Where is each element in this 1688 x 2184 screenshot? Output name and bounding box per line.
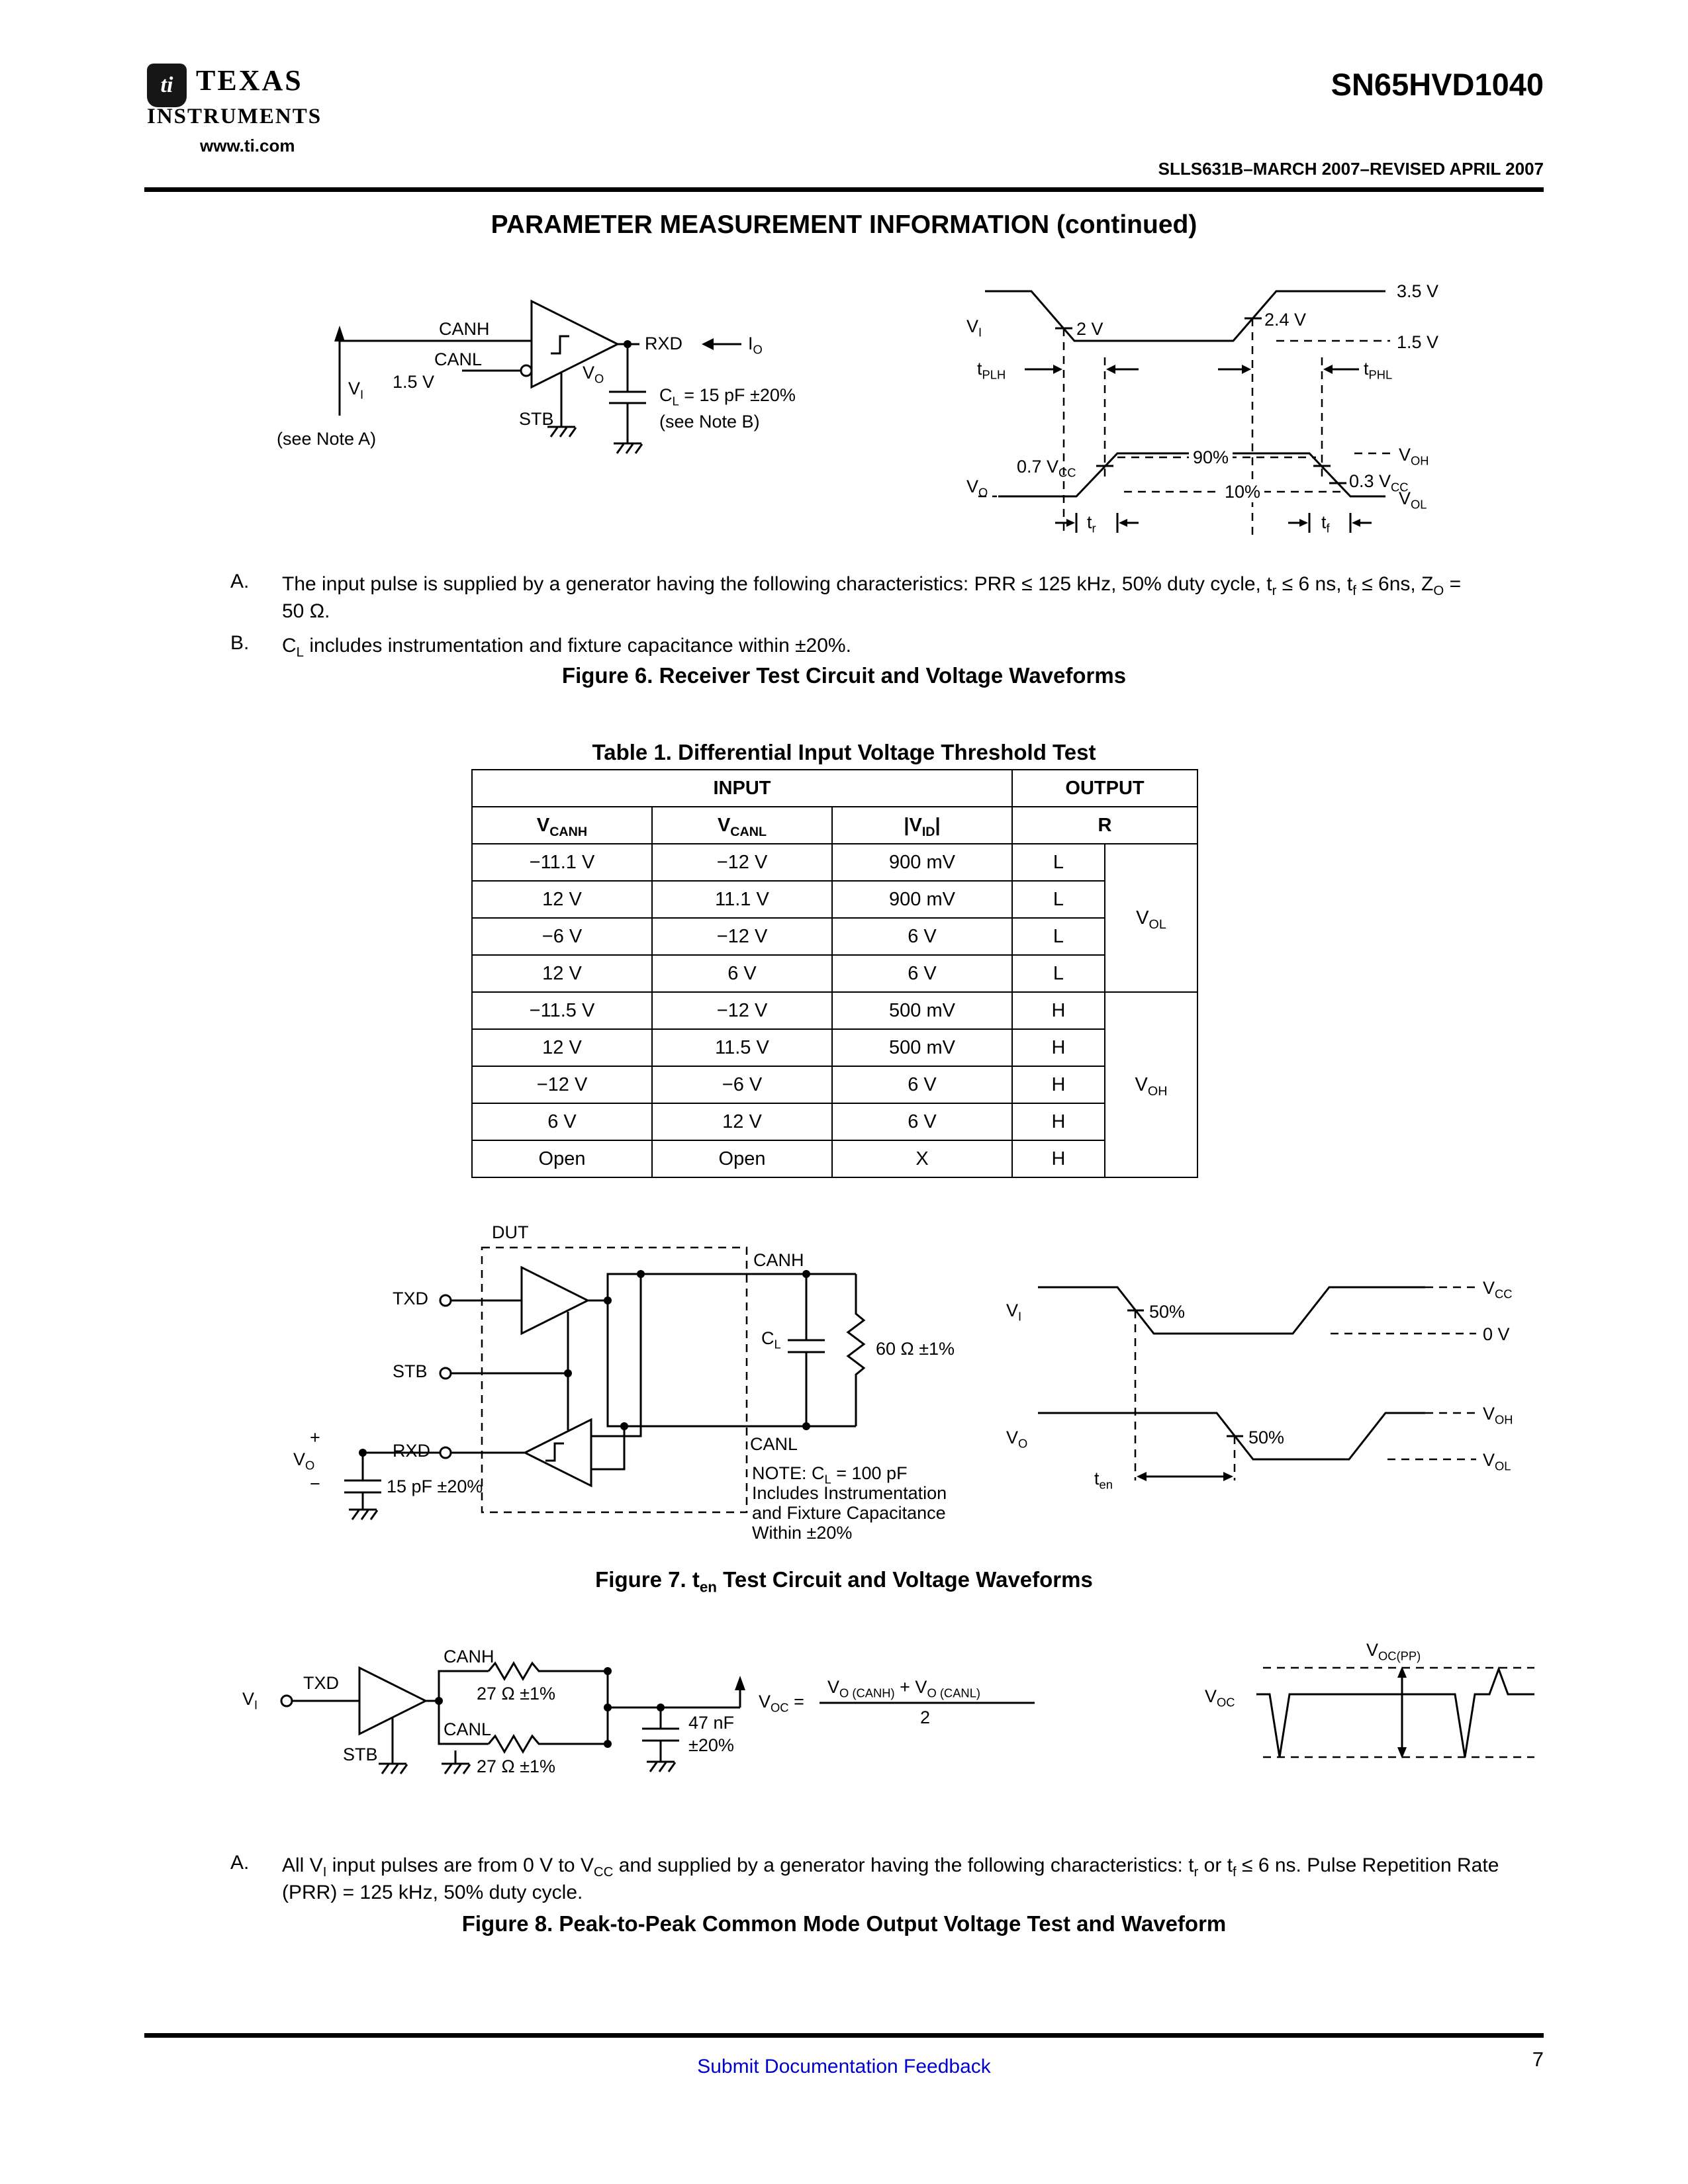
voc-equals-label: $V_{OC}$ = xyxy=(759,1692,804,1715)
vol-label: $V_{OL}$ xyxy=(1483,1450,1511,1473)
level-3v5-label: 3.5 V xyxy=(1397,281,1439,301)
canh-label: CANH xyxy=(444,1647,494,1666)
vo-label: $V_O$ xyxy=(293,1449,315,1473)
level-90pct-label: 90% xyxy=(1189,447,1233,468)
cl-value-label: $C_L = 15$ pF ±20% xyxy=(659,385,796,408)
canl-bias-label: 1.5 V xyxy=(393,372,435,392)
cell: X xyxy=(832,1140,1012,1177)
figure8-circuit-art xyxy=(237,1615,1098,1840)
note-text: All $V_I$ input pulses are from 0 V to $V_{CC}$ and supplied by a generator having the following characteristics: $t_r$ or $t_f \le 6$ ns. Pulse Repetition Rate (PRR) = 125 kHz, 50% duty cycle. xyxy=(282,1854,1499,1904)
figure8 xyxy=(144,1615,1544,1840)
col-header-vcanl: $V_{CANL}$ xyxy=(652,807,832,844)
ground-icon xyxy=(614,443,642,453)
stb-label: STB xyxy=(519,409,554,429)
ground-icon xyxy=(379,1764,407,1774)
cap-value-label: 15 pF ±20% xyxy=(387,1477,483,1496)
receiver-triangle-icon xyxy=(525,1420,591,1486)
tr-label: $t_r$ xyxy=(1087,512,1096,535)
submit-feedback-link[interactable]: Submit Documentation Feedback xyxy=(697,2056,991,2077)
vo-label: $V_O$ xyxy=(1006,1428,1028,1451)
resistor-value-label: 27 Ω ±1% xyxy=(477,1684,556,1704)
dut-label: DUT xyxy=(492,1222,529,1242)
cell: L xyxy=(1012,881,1105,918)
receiver-triangle-icon xyxy=(532,301,618,387)
page-title: PARAMETER MEASUREMENT INFORMATION (continued) xyxy=(491,210,1197,239)
cell: 900 mV xyxy=(832,844,1012,881)
canl-label: CANL xyxy=(434,349,483,369)
vocpp-label: $V_{OC(PP)}$ xyxy=(1366,1640,1421,1663)
figure7-waveform-art xyxy=(998,1248,1541,1512)
rxd-terminal-icon xyxy=(440,1447,451,1458)
note-id: A. xyxy=(230,1852,250,1874)
note-b xyxy=(230,632,1475,659)
canl-bubble-icon xyxy=(521,365,532,376)
figure6-waveform xyxy=(959,258,1448,563)
cell: −11.1 V xyxy=(472,844,652,881)
cell: 12 V xyxy=(652,1103,832,1140)
voc-arrow-icon xyxy=(735,1676,745,1690)
part-number: SN65HVD1040 xyxy=(1331,67,1544,102)
cell: 6 V xyxy=(472,1103,652,1140)
cell: 12 V xyxy=(472,955,652,992)
table-row xyxy=(472,1029,1197,1066)
resistor-icon xyxy=(848,1274,864,1426)
threshold-2v4-label: 2.4 V xyxy=(1264,310,1307,330)
note-text: $C_L$ includes instrumentation and fixture capacitance within ±20%. xyxy=(282,634,851,660)
cell: 500 mV xyxy=(832,1029,1012,1066)
txd-label: TXD xyxy=(393,1289,428,1308)
logo-instruments: INSTRUMENTS xyxy=(147,105,322,128)
input-group-header: INPUT xyxy=(472,770,1012,807)
table1-title: Table 1. Differential Input Voltage Threshold Test xyxy=(592,740,1096,764)
figure6-notes xyxy=(230,570,1475,666)
cell: 11.1 V xyxy=(652,881,832,918)
table-row xyxy=(472,918,1197,955)
resistor-icon xyxy=(489,1736,608,1752)
table-row xyxy=(472,1103,1197,1140)
cell: −6 V xyxy=(472,918,652,955)
formula-denominator: 2 xyxy=(920,1707,931,1727)
resistor-value-label: 27 Ω ±1% xyxy=(477,1756,556,1776)
table-header-row xyxy=(472,807,1197,844)
canh-label: CANH xyxy=(439,319,490,339)
cell: 6 V xyxy=(832,918,1012,955)
hysteresis-icon xyxy=(551,336,569,353)
figure6-waveform-art xyxy=(959,258,1448,563)
cell: 6 V xyxy=(832,955,1012,992)
table-row xyxy=(472,955,1197,992)
voh-label: $V_{OH}$ xyxy=(1399,445,1429,468)
stb-terminal-icon xyxy=(440,1368,451,1379)
vo-label: $V_O$ xyxy=(966,477,988,500)
figure7-caption: Figure 7. $t_{en}$ Test Circuit and Voltage Waveforms xyxy=(595,1567,1093,1596)
figure8-notes xyxy=(230,1852,1501,1913)
txd-label: TXD xyxy=(303,1673,339,1693)
cell: 500 mV xyxy=(832,992,1012,1029)
figure8-waveform xyxy=(1203,1628,1542,1827)
cell: 6 V xyxy=(652,955,832,992)
stb-label: STB xyxy=(343,1745,378,1764)
ground-icon xyxy=(349,1510,377,1520)
resistor-icon xyxy=(489,1663,608,1679)
figure7-waveform xyxy=(998,1248,1541,1512)
level-0v3vcc-label: 0.3 $V_{CC}$ xyxy=(1349,471,1409,494)
cell: H xyxy=(1012,1140,1105,1177)
cl-label: $C_L$ xyxy=(761,1328,781,1351)
table-row xyxy=(472,992,1197,1029)
figure6-circuit-art xyxy=(270,265,932,529)
io-label: $I_O$ xyxy=(748,334,763,357)
vol-cell: $V_{OL}$ xyxy=(1105,844,1197,992)
fifty-pct-label: 50% xyxy=(1149,1302,1186,1322)
cell: −12 V xyxy=(652,992,832,1029)
note-line1: NOTE: $C_L = 100$ pF xyxy=(752,1463,908,1486)
io-arrow-icon xyxy=(702,338,714,350)
cell: 12 V xyxy=(472,1029,652,1066)
hysteresis-icon xyxy=(545,1443,564,1461)
note-text: The input pulse is supplied by a generator having the following characteristics: PRR ≤ 125 kHz, 50% duty cycle, $t_r \le 6$ ns, $t_f \le 6ns$, $Z_O = 50$ Ω. xyxy=(282,573,1462,623)
website-link[interactable]: www.ti.com xyxy=(200,136,295,156)
tplh-label: $t_{PLH}$ xyxy=(977,359,1006,382)
header-rule xyxy=(144,187,1544,192)
doc-revision: SLLS631B–MARCH 2007–REVISED APRIL 2007 xyxy=(1158,159,1544,179)
note-a xyxy=(230,570,1475,625)
driver-triangle-icon xyxy=(522,1267,588,1334)
note-line4: Within ±20% xyxy=(752,1523,853,1543)
ground-icon xyxy=(647,1762,675,1772)
figure7-circuit xyxy=(257,1221,998,1543)
vi-label: $V_I$ xyxy=(1006,1300,1022,1324)
table1 xyxy=(471,769,1198,1178)
cell: L xyxy=(1012,844,1105,881)
voh-label: $V_{OH}$ xyxy=(1483,1404,1513,1427)
note-id: A. xyxy=(230,570,250,592)
figure6 xyxy=(144,258,1544,569)
table-row xyxy=(472,844,1197,881)
canl-label: CANL xyxy=(444,1719,492,1739)
cell: H xyxy=(1012,1029,1105,1066)
cap-value-label: 47 nF xyxy=(688,1713,735,1733)
vol-label: $V_{OL}$ xyxy=(1399,488,1427,512)
tf-label: $t_f$ xyxy=(1321,512,1330,535)
table-group-header-row xyxy=(472,770,1197,807)
vi-label: $V_I$ xyxy=(348,379,364,402)
table-row xyxy=(472,1066,1197,1103)
note-id: B. xyxy=(230,631,250,654)
footer-rule xyxy=(144,2033,1544,2038)
cell: −12 V xyxy=(472,1066,652,1103)
vi-terminal-icon xyxy=(281,1696,292,1706)
plus-label: + xyxy=(310,1428,320,1447)
vi-label: $V_I$ xyxy=(966,316,982,340)
col-header-r: R xyxy=(1012,807,1197,844)
figure8-circuit xyxy=(237,1615,1098,1840)
vi-label: $V_I$ xyxy=(242,1689,258,1712)
cell: 6 V xyxy=(832,1066,1012,1103)
rxd-label: RXD xyxy=(393,1441,431,1461)
cell: 11.5 V xyxy=(652,1029,832,1066)
figure7 xyxy=(144,1221,1544,1552)
minus-label: − xyxy=(310,1474,320,1494)
ten-label: $t_{en}$ xyxy=(1094,1469,1113,1492)
tphl-label: $t_{PHL}$ xyxy=(1364,359,1393,382)
cell: H xyxy=(1012,1103,1105,1140)
txd-terminal-icon xyxy=(440,1295,451,1306)
cell: Open xyxy=(472,1140,652,1177)
vo-label: $V_O$ xyxy=(583,363,604,386)
figure6-caption: Figure 6. Receiver Test Circuit and Voltage Waveforms xyxy=(561,663,1127,688)
vi-arrow-icon xyxy=(334,326,345,341)
level-1v5-label: 1.5 V xyxy=(1397,332,1439,352)
voc-label: $V_{OC}$ xyxy=(1205,1686,1235,1709)
cell: 900 mV xyxy=(832,881,1012,918)
figure8-caption: Figure 8. Peak-to-Peak Common Mode Output Voltage Test and Waveform xyxy=(461,1911,1227,1936)
table-row xyxy=(472,881,1197,918)
cap-tolerance-label: ±20% xyxy=(688,1735,734,1755)
cell: H xyxy=(1012,1066,1105,1103)
cell: 6 V xyxy=(832,1103,1012,1140)
note-line3: and Fixture Capacitance xyxy=(752,1503,946,1523)
canh-label: CANH xyxy=(753,1250,804,1270)
cell: L xyxy=(1012,918,1105,955)
stb-label: STB xyxy=(393,1361,428,1381)
fifty-pct-label: 50% xyxy=(1248,1428,1285,1447)
vcc-label: $V_{CC}$ xyxy=(1483,1278,1513,1301)
resistor-value-label: 60 Ω ±1% xyxy=(876,1339,955,1359)
voh-cell: $V_{OH}$ xyxy=(1105,992,1197,1177)
zero-v-label: 0 V xyxy=(1483,1324,1510,1344)
output-group-header: OUTPUT xyxy=(1012,770,1197,807)
page-number: 7 xyxy=(1532,2048,1544,2071)
cell: 12 V xyxy=(472,881,652,918)
threshold-2v-label: 2 V xyxy=(1076,319,1103,339)
col-header-vid: $|V_{ID}|$ xyxy=(832,807,1012,844)
cell: −11.5 V xyxy=(472,992,652,1029)
note-a xyxy=(230,1852,1501,1907)
ti-logo xyxy=(147,64,322,156)
rxd-label: RXD xyxy=(645,334,683,353)
ground-icon xyxy=(442,1764,470,1774)
cell: −12 V xyxy=(652,844,832,881)
level-10pct-label: 10% xyxy=(1221,482,1264,502)
figure6-circuit xyxy=(270,265,932,529)
level-0v7vcc-label: 0.7 $V_{CC}$ xyxy=(1017,457,1076,480)
ti-logo-icon: ti xyxy=(147,64,187,107)
cell: Open xyxy=(652,1140,832,1177)
formula-numerator: $V_{O (CANH)} + V_{O (CANL)}$ xyxy=(827,1677,981,1700)
see-note-b-label: (see Note B) xyxy=(659,412,760,432)
cell: H xyxy=(1012,992,1105,1029)
table-row xyxy=(472,1140,1197,1177)
note-line2: Includes Instrumentation xyxy=(752,1483,947,1503)
cell: −12 V xyxy=(652,918,832,955)
col-header-vcanh: $V_{CANH}$ xyxy=(472,807,652,844)
cell: L xyxy=(1012,955,1105,992)
canl-label: CANL xyxy=(750,1434,798,1454)
cell: −6 V xyxy=(652,1066,832,1103)
logo-texas: TEXAS xyxy=(196,64,303,97)
see-note-a-label: (see Note A) xyxy=(277,429,377,449)
